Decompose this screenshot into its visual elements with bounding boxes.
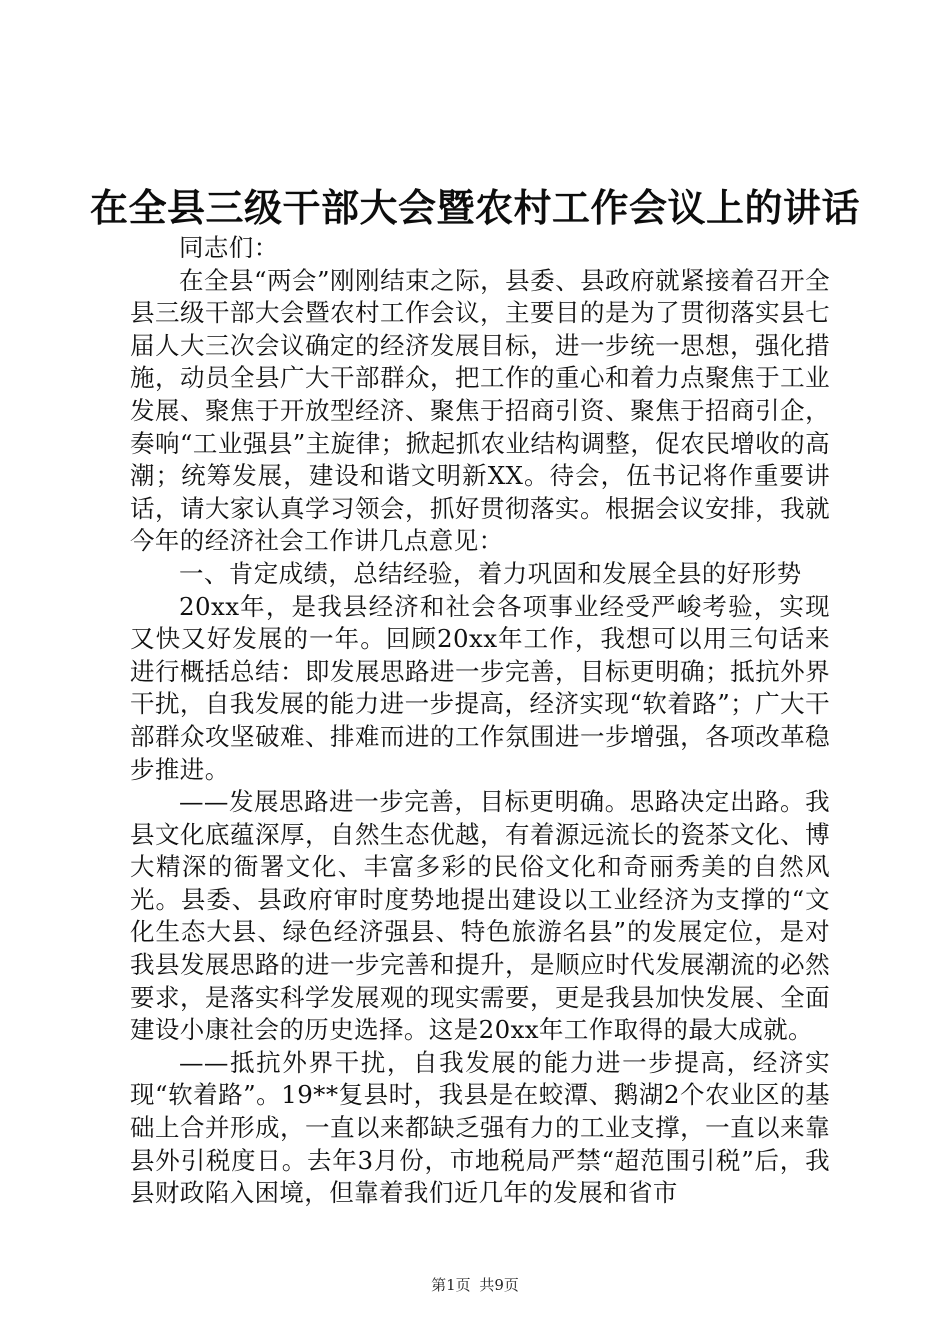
section-heading-1: 一、肯定成绩，总结经验，着力巩固和发展全县的好形势 xyxy=(179,558,802,588)
paragraph-intro: 在全县“两会”刚刚结束之际，县委、县政府就紧接着召开全县三级干部大会暨农村工作会议，主要目的是为了贯彻落实县七届人大三次会议确定的经济发展目标，进一步统一思想，强化措施，动员全县广大干部群众，把工作的重心和着力点聚焦于工业发展、聚焦于开放型经济、聚焦于招商引资、聚焦于招商引企，奏响“工业强县”主旋律；掀起抓农业结构调整，促农民增收的高潮；统筹发展，建设和谐文明新XX。待会，伍书记将作重要讲话，请大家认真学习领会，抓好贯彻落实。根据会议安排，我就今年的经济社会工作讲几点意见： xyxy=(130,265,830,556)
document-body xyxy=(130,232,830,1210)
paragraph-development-idea: ——发展思路进一步完善，目标更明确。思路决定出路。我县文化底蕴深厚，自然生态优越，有着源远流长的瓷茶文化、博大精深的衙署文化、丰富多彩的民俗文化和奇丽秀美的自然风光。县委、县政府审时度势地提出建设以工业经济为支撑的“文化生态大县、绿色经济强县、特色旅游名县”的发展定位，是对我县发展思路的进一步完善和提升，是顺应时代发展潮流的必然要求，是落实科学发展观的现实需要，更是我县加快发展、全面建设小康社会的历史选择。这是20xx年工作取得的最大成就。 xyxy=(130,787,830,1045)
paragraph-review: 20xx年，是我县经济和社会各项事业经受严峻考验，实现又快又好发展的一年。回顾20xx年工作，我想可以用三句话来进行概括总结：即发展思路进一步完善，目标更明确；抵抗外界干扰，自我发展的能力进一步提高，经济实现“软着路”；广大干部群众攻坚破难、排难而进的工作氛围进一步增强，各项改革稳步推进。 xyxy=(130,591,830,784)
page-number: 第1页 xyxy=(431,1276,471,1294)
salutation: 同志们： xyxy=(179,233,279,262)
document-title: 在全县三级干部大会暨农村工作会议上的讲话 xyxy=(89,186,860,230)
page-footer xyxy=(0,1275,950,1295)
page-total: 共9页 xyxy=(479,1276,519,1294)
paragraph-resist-interference: ——抵抗外界干扰，自我发展的能力进一步提高，经济实现“软着路”。19**复县时，我县是在蛟潭、鹅湖2个农业区的基础上合并形成，一直以来都缺乏强有力的工业支撑，一直以来靠县外引税度日。去年3月份，市地税局严禁“超范围引税”后，我县财政陷入困境，但靠着我们近几年的发展和省市 xyxy=(130,1047,830,1208)
